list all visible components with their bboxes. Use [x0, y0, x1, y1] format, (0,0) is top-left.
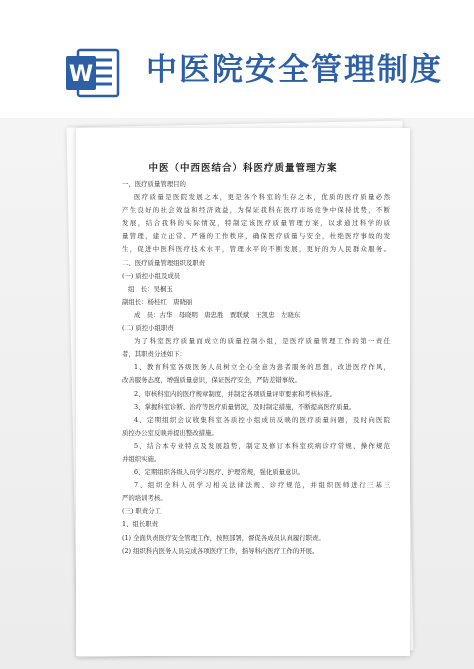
list-item: 改善服务态度，增强质量意识，保证医疗安全，严防差错事故。	[122, 376, 301, 385]
paragraph-line: 产生良好的社会效益和经济效益，为保证我科在医疗市场竞争中保持优势，不断	[122, 206, 390, 215]
list-item: 质控办公室反映并提出整改措施。	[122, 428, 218, 437]
paragraph-line: 量管理，建立正常、严谨的工作秩序，确保医疗质量与安全，杜绝医疗事故的发	[122, 232, 390, 241]
list-item: 4、定期组织会议收集科室各质控小组成员反映的医疗质量问题，及时向医院	[134, 415, 390, 424]
paragraph-line: 发展，结合我科的实际情况，特制定该医疗质量管理方案，以求通过科学的质	[122, 219, 390, 228]
section-heading: 二、医疗质量管理组织及职责	[122, 258, 206, 267]
document-title: 中医（中西医结合）科医疗质量管理方案	[148, 163, 338, 174]
member-line: 成 员：古华 母晓明 唐忠胜 贾联斌 王凯忠 左晓东	[134, 310, 301, 319]
list-item: 6、定期组织各级人员学习医疗、护理常规，强化质量意识。	[134, 468, 305, 477]
word-document-icon	[64, 48, 122, 98]
subsection-heading: (二) 质控小组职责	[122, 324, 174, 333]
list-item: 严的培训考核。	[122, 494, 167, 503]
list-item: 并组织实施。	[122, 454, 161, 463]
section-heading: 一、医疗质量管理目的	[122, 180, 186, 188]
banner	[0, 0, 474, 120]
member-line: 副组长：杨桂红 唐晓丽	[122, 297, 193, 306]
list-item: 1、教育科室各级医务人员树立全心全意为患者服务的思想，改进医疗作风，	[134, 363, 390, 372]
list-item: (2) 组织科内医务人员完成各项医疗工作，指导科内医疗工作的开展。	[122, 546, 319, 555]
document-body	[122, 178, 390, 558]
paragraph-line: 为了科室医疗质量而成立的质量控制小组，是医疗质量管理工作的第一责任	[134, 337, 390, 346]
paragraph-line: 者，其职责分述如下：	[122, 350, 186, 359]
paragraph-line: 医疗质量是医院发展之本，更是各个科室的生存之本，优质的医疗质量必然	[134, 193, 390, 202]
paragraph-line: 生，促进中医科医疗技术水平，管理水平的不断发展，更好的为人民群众服务。	[122, 245, 390, 254]
subsection-heading: (一) 质控小组及成员	[122, 271, 181, 280]
list-item: 7、组织全科人员学习相关法律法规、诊疗规范，并组织医师进行三基三	[134, 481, 390, 490]
subsection-heading: 1、组长职责	[122, 520, 159, 529]
list-item: (1) 全面负责医疗安全管理工作，按照部署，督促各成员认真履行职责。	[122, 533, 325, 542]
banner-title: 中医院安全管理制度	[146, 52, 443, 88]
document-page	[76, 128, 410, 656]
member-line: 组 长：吴桐玉	[128, 284, 173, 293]
svg-text:W: W	[68, 62, 94, 87]
list-item: 5、结合本专业特点及发展趋势，制定及修订本科室疾病诊疗常规、操作规范	[134, 441, 390, 450]
subsection-heading: (三) 职责分工	[122, 507, 161, 516]
list-item: 2、审核科室内的医疗规章制度，并制定各项质量评审要素和考核标准。	[134, 389, 337, 398]
list-item: 3、掌握科室诊断、治疗等医疗质量情况，及时制定措施，不断提高医疗质量。	[134, 402, 356, 411]
